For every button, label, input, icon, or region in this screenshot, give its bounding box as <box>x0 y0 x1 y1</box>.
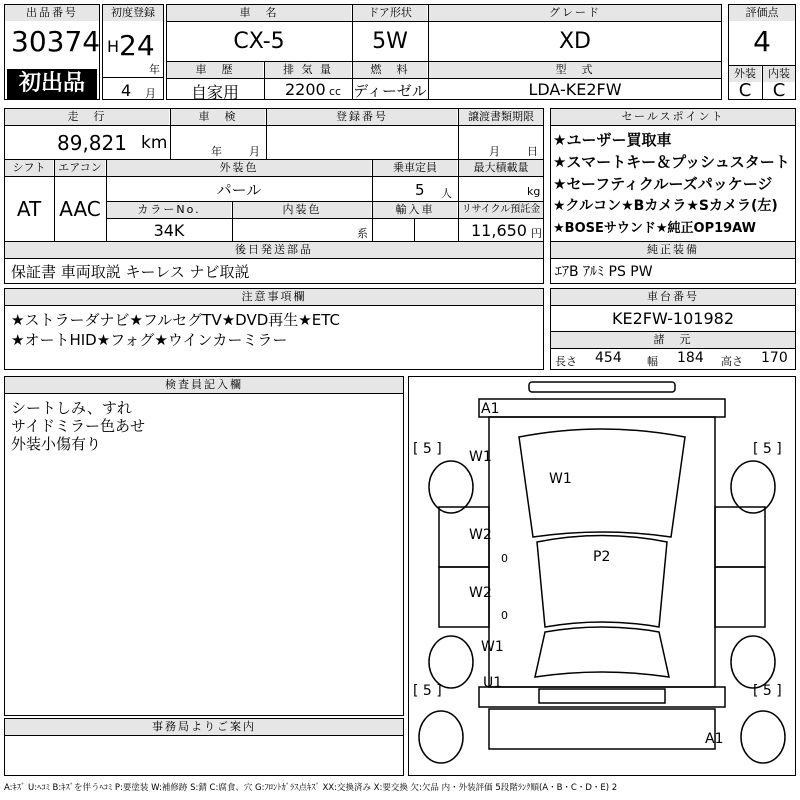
int-color-label: 内装色 <box>233 202 371 218</box>
import-label: 輸入車 <box>373 202 457 218</box>
lot-box <box>4 4 100 100</box>
int-label: 内装 <box>763 66 795 82</box>
inspector-note-1: シートしみ、すれ <box>11 399 132 417</box>
score-box <box>728 4 796 100</box>
mileage-label: 走 行 <box>5 109 169 125</box>
selling-point-2: ★スマートキー＆プッシュスタート <box>553 153 790 171</box>
chassis-box <box>550 288 796 370</box>
height-label: 高さ <box>721 355 743 368</box>
mark-left-rear-quarter: U1 <box>483 675 503 691</box>
inspection-label: 車 検 <box>171 109 265 125</box>
mark-left-front-fender: W1 <box>469 449 492 465</box>
height: 170 <box>761 350 788 366</box>
equipment: ｴｱB ｱﾙﾐ PS PW <box>555 264 653 280</box>
specs-label: 諸 元 <box>551 332 795 348</box>
equipment-label: 純正装備 <box>551 242 795 258</box>
score-label: 評価点 <box>729 5 795 21</box>
history-label: 車 歴 <box>167 62 263 78</box>
later-parts-label: 後日発送部品 <box>5 242 543 258</box>
model: LDA-KE2FW <box>528 80 622 99</box>
year-unit: 年 <box>149 63 160 76</box>
insp-month: 月 <box>249 145 260 158</box>
selling-points-box <box>550 108 796 284</box>
mark-bonnet: W1 <box>549 471 572 487</box>
score: 4 <box>753 25 771 58</box>
chassis-no: KE2FW-101982 <box>611 309 734 328</box>
car-name-label: 車 名 <box>167 5 351 21</box>
ext-label: 外装 <box>729 66 761 82</box>
length-label: 長さ <box>555 355 577 368</box>
inspector-label: 検査員記入欄 <box>5 377 403 393</box>
lot-no: 30374 <box>11 25 101 58</box>
tyre-rear-left: [ 5 ] <box>413 683 442 699</box>
tyre-front-left: [ 5 ] <box>413 441 442 457</box>
ac: AAC <box>59 197 101 221</box>
reg-no-label: 登録番号 <box>267 109 457 125</box>
selling-point-4: ★クルコン★Bカメラ★Sカメラ(左) <box>553 198 778 214</box>
door-type: 5W <box>372 29 408 54</box>
car-name: CX-5 <box>233 29 285 54</box>
selling-point-1: ★ユーザー買取車 <box>553 131 672 149</box>
shift: AT <box>16 197 42 221</box>
grade-label: グレード <box>429 5 721 21</box>
later-parts: 保証書 車両取説 キーレス ナビ取説 <box>11 263 250 281</box>
notes-label: 注意事項欄 <box>5 289 543 305</box>
note-1: ★ストラーダナビ★フルセグTV★DVD再生★ETC <box>11 311 340 329</box>
first-reg-box <box>102 4 164 100</box>
mark-left-front-door: W2 <box>469 527 492 543</box>
mark-door-zero-2: 0 <box>501 609 508 622</box>
width: 184 <box>677 350 704 366</box>
lot-no-label: 出品番号 <box>5 5 99 21</box>
max-load-unit: kg <box>527 185 541 198</box>
ext-grade: C <box>738 80 752 101</box>
mark-left-rear-door: W2 <box>469 585 492 601</box>
note-2: ★オートHID★フォグ★ウインカーミラー <box>11 331 288 349</box>
legend: A:ｷｽﾞ U:ﾍｺﾐ B:ｷｽﾞを伴うﾍｺﾐ P:要塗装 W:補修跡 S:錆 C:腐食、穴 G:ﾌﾛﾝﾄｶﾞﾗｽ点ｷｽﾞ XX:交換済み X:要交換 欠:欠品 内・外装評価 5段階ﾗﾝｸ順(A・B・C・D・E) 2 <box>4 783 618 793</box>
insp-year: 年 <box>211 145 222 158</box>
history: 自家用 <box>190 83 239 102</box>
ext-color-label: 外装色 <box>107 160 371 176</box>
inspector-note-2: サイドミラー色あせ <box>11 417 145 435</box>
mark-roof: P2 <box>593 549 611 565</box>
color-no-label: カラーNo. <box>107 202 231 218</box>
ext-color: パール <box>216 181 262 199</box>
mark-rear-bumper: A1 <box>705 731 724 747</box>
selling-point-5: ★BOSEサウンド★純正OP19AW <box>553 221 756 236</box>
mileage: 89,821 <box>57 131 127 155</box>
int-color-unit: 系 <box>357 227 368 240</box>
office-box <box>4 718 404 776</box>
transfer-month: 月 <box>489 145 500 158</box>
width-label: 幅 <box>647 355 658 368</box>
details-box <box>4 108 544 284</box>
capacity-label: 乗車定員 <box>373 160 457 176</box>
displacement: 2200 <box>285 80 326 99</box>
recycle-label: リサイクル預託金 <box>459 202 543 218</box>
transfer-label: 譲渡書類期限 <box>459 109 543 125</box>
color-no: 34K <box>153 221 185 240</box>
reg-year: 24 <box>119 29 155 62</box>
selling-points-label: セールスポイント <box>551 109 795 125</box>
shift-label: シフト <box>5 160 53 176</box>
inspector-note-3: 外装小傷有り <box>11 435 102 453</box>
fuel-label: 燃 料 <box>353 62 427 78</box>
car-diagram <box>408 376 796 776</box>
car-info-box <box>166 4 722 100</box>
displacement-label: 排 気 量 <box>265 62 351 78</box>
recycle-unit: 円 <box>531 227 542 240</box>
mileage-unit: km <box>141 133 168 153</box>
displacement-unit: cc <box>329 85 342 98</box>
tyre-front-right: [ 5 ] <box>753 441 782 457</box>
mark-door-zero-1: 0 <box>501 552 508 565</box>
first-listing-badge: 初出品 <box>7 69 97 99</box>
reg-month: 4 <box>121 81 132 100</box>
ac-label: エアコン <box>55 160 105 176</box>
grade: XD <box>558 29 591 54</box>
capacity: 5 <box>415 181 425 199</box>
length: 454 <box>595 350 622 366</box>
month-unit: 月 <box>145 87 156 100</box>
recycle: 11,650 <box>471 221 527 240</box>
door-label: ドア形状 <box>353 5 427 21</box>
mark-left-rear-fender: W1 <box>481 639 504 655</box>
notes-box <box>4 288 544 370</box>
mark-front-bumper: A1 <box>481 401 500 417</box>
transfer-day: 日 <box>527 145 538 158</box>
car-outline-svg <box>409 377 795 775</box>
inspector-box <box>4 376 404 716</box>
selling-point-3: ★セーフティクルーズパッケージ <box>553 175 773 193</box>
era: H <box>107 37 120 56</box>
model-label: 型 式 <box>429 62 721 78</box>
max-load-label: 最大積載量 <box>459 160 543 176</box>
first-reg-label: 初度登録 <box>103 5 163 21</box>
chassis-label: 車台番号 <box>551 289 795 305</box>
office-label: 事務局よりご案内 <box>5 719 403 735</box>
fuel: ディーゼル <box>353 82 427 100</box>
int-grade: C <box>772 80 786 101</box>
tyre-rear-right: [ 5 ] <box>753 683 782 699</box>
capacity-unit: 人 <box>441 187 452 200</box>
